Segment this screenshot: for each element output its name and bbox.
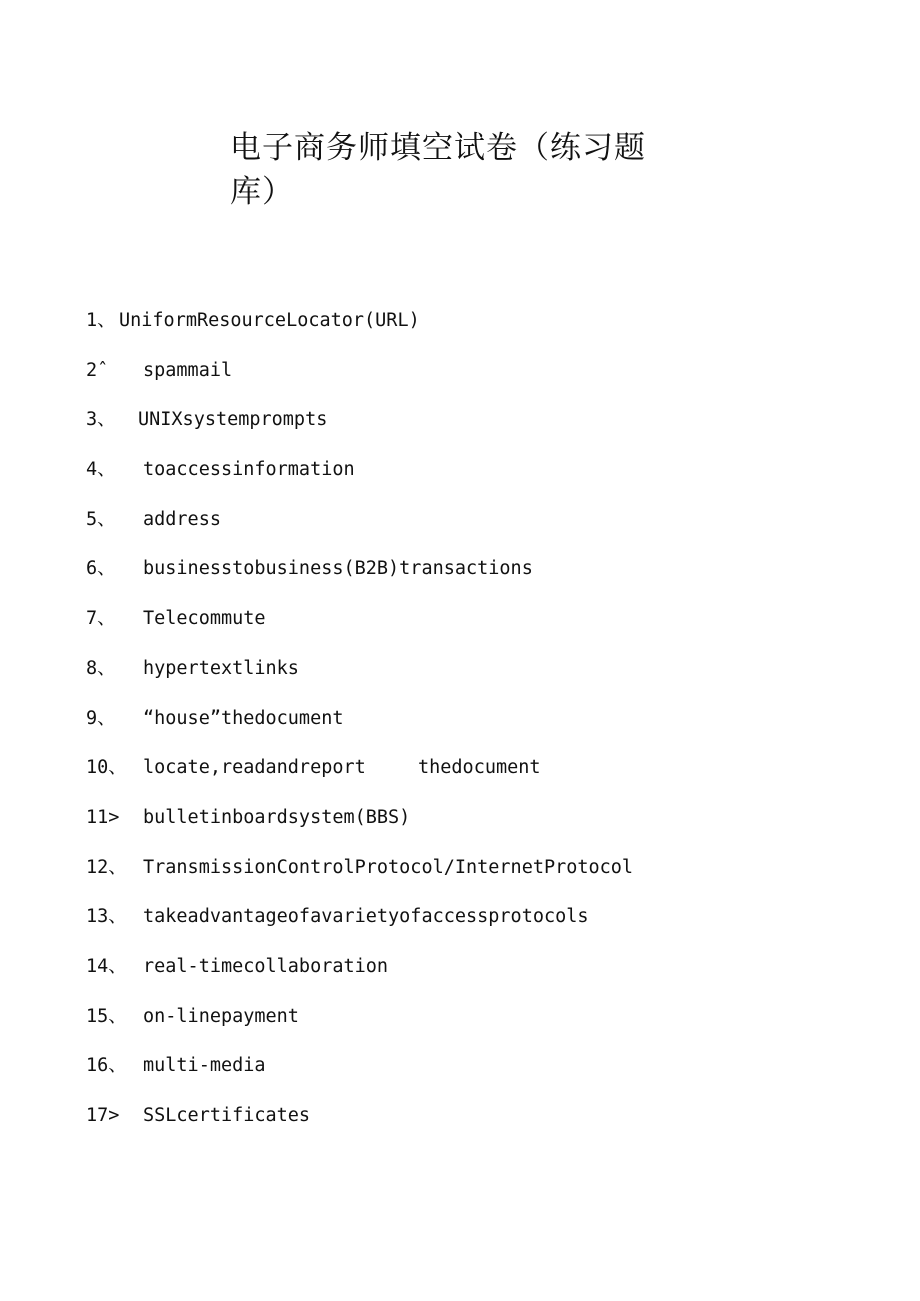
answer-text: spammail bbox=[143, 359, 233, 381]
answer-number: 2ˆ bbox=[86, 359, 109, 381]
answer-item-11 bbox=[86, 803, 866, 853]
answer-text: multi-media bbox=[143, 1055, 266, 1077]
answer-text: on-linepayment bbox=[143, 1005, 299, 1027]
answer-item-1 bbox=[86, 306, 866, 356]
answer-item-15 bbox=[86, 1002, 866, 1052]
answer-text: TransmissionControlProtocol/InternetProtocol bbox=[143, 856, 634, 878]
answer-item-10 bbox=[86, 753, 866, 803]
answer-number: 3、 bbox=[86, 409, 116, 431]
answer-number: 12、 bbox=[86, 856, 127, 878]
title-line-1: 电子商务师填空试卷（练习题 bbox=[230, 130, 646, 166]
answer-text: “house”thedocument bbox=[143, 707, 344, 729]
answer-item-8 bbox=[86, 654, 866, 704]
answer-item-2 bbox=[86, 356, 866, 406]
answer-item-16 bbox=[86, 1051, 866, 1101]
answer-text: toaccessinformation bbox=[143, 459, 355, 481]
answer-number: 4、 bbox=[86, 459, 116, 481]
answer-text: UNIXsystemprompts bbox=[138, 409, 328, 431]
answer-text: bulletinboardsystem(BBS) bbox=[143, 806, 411, 828]
page-title bbox=[230, 126, 670, 214]
answer-item-7 bbox=[86, 604, 866, 654]
answer-item-3 bbox=[86, 405, 866, 455]
answer-text: locate,readandreport bbox=[143, 757, 366, 779]
answer-number: 8、 bbox=[86, 657, 116, 679]
answer-text-extra: thedocument bbox=[418, 757, 541, 779]
answer-number: 17> bbox=[86, 1105, 120, 1126]
answer-number: 11> bbox=[86, 806, 120, 828]
answer-text: businesstobusiness(B2B)transactions bbox=[143, 558, 533, 580]
answer-text: address bbox=[143, 508, 221, 530]
answer-number: 9、 bbox=[86, 707, 116, 729]
answer-text: Telecommute bbox=[143, 608, 266, 630]
answer-text: real-timecollaboration bbox=[143, 955, 389, 977]
answer-number: 15、 bbox=[86, 1005, 127, 1027]
answer-item-6 bbox=[86, 554, 866, 604]
title-line-2: 库） bbox=[230, 174, 294, 210]
answer-item-14 bbox=[86, 952, 866, 1002]
answer-item-9 bbox=[86, 704, 866, 754]
answer-number: 1、 bbox=[86, 310, 116, 331]
answer-item-5 bbox=[86, 505, 866, 555]
answer-number: 5、 bbox=[86, 508, 116, 530]
answer-number: 13、 bbox=[86, 906, 127, 928]
answer-text: UniformResourceLocator(URL) bbox=[119, 310, 420, 331]
answer-text: takeadvantageofavarietyofaccessprotocols bbox=[143, 906, 589, 928]
answer-item-12 bbox=[86, 853, 866, 903]
answer-item-17 bbox=[86, 1101, 866, 1151]
answer-item-4 bbox=[86, 455, 866, 505]
answer-text: hypertextlinks bbox=[143, 657, 299, 679]
answer-number: 14、 bbox=[86, 955, 127, 977]
answer-number: 6、 bbox=[86, 558, 116, 580]
answer-item-13 bbox=[86, 902, 866, 952]
answer-list bbox=[86, 306, 866, 1151]
answer-text: SSLcertificates bbox=[143, 1105, 311, 1126]
answer-number: 7、 bbox=[86, 608, 116, 630]
answer-number: 16、 bbox=[86, 1055, 127, 1077]
answer-number: 10、 bbox=[86, 757, 127, 779]
